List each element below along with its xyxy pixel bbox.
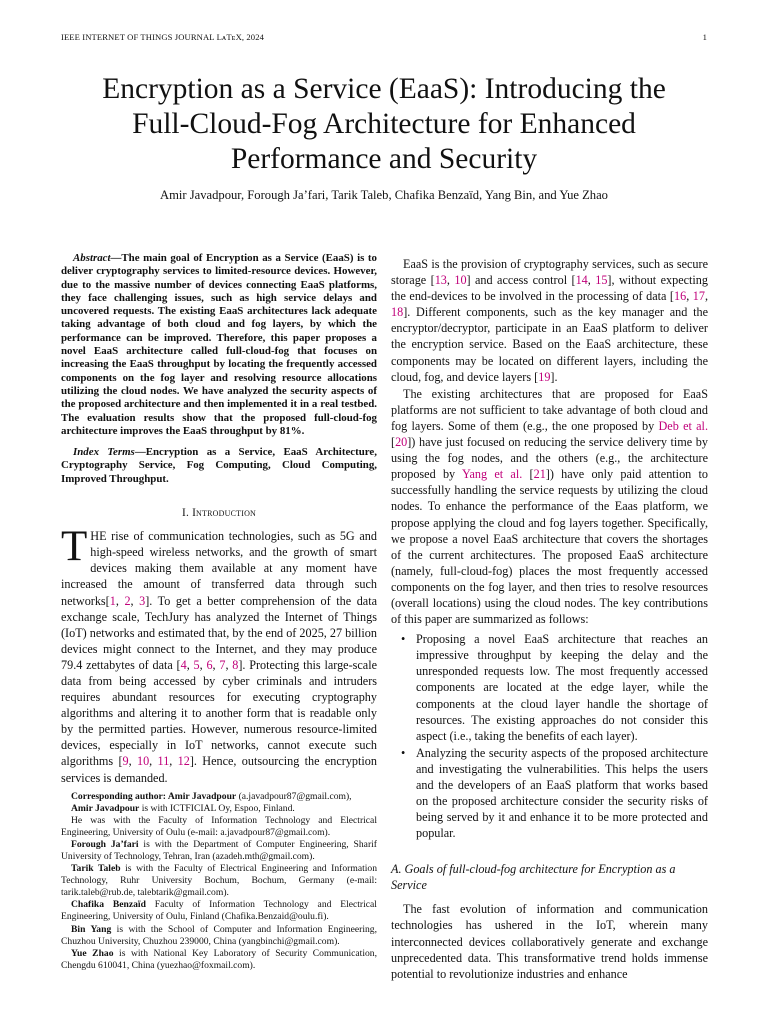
footnote: Chafika Benzaïd Faculty of Information Technology and Electrical Engineering, University of Oulu, Finland (Chafika.Benzaid@oulu.fi). — [61, 899, 377, 923]
citation-link[interactable]: 10 — [454, 273, 467, 288]
author-citation-link[interactable]: Deb et al. — [658, 418, 708, 433]
abstract-text: —The main goal of Encryption as a Service (EaaS) is to deliver cryptography services to limited-resource devices. However, due to the massive number of devices connecting EaaS platforms, they face challenging issues, such as high service delays and uncovered requests. The existing EaaS architectures lack adequate taking advantage of both cloud and fog layers, by which the performance can be improved. Therefore, this paper proposes a novel EaaS architecture called full-cloud-fog that focuses on increasing the EaaS throughput by locating the frequently accessed components on the fog layer and resolving resource allocations utilizing the cloud nodes. We have analyzed the security aspects of the proposed architecture and then implemented it in a real testbed. The evaluation results show that the proposed full-cloud-fog architecture improves the EaaS throughput by 81%. — [61, 252, 377, 437]
citation-link[interactable]: 14 — [575, 273, 588, 288]
introduction-paragraph: THE rise of communication technologies, such as 5G and high-speed wireless networks, and the growth of smart devices making them available at any moment have increased the amount of transferred data through such networks[1, 2, 3]. To get a better comprehension of the data exchange scale, TechJury has analyzed the Internet of Things (IoT) networks and estimated that, by the end of 2025, 27 billion devices might connect to the Internet, and they may produce 79.4 zettabytes of data [4, 5, 6, 7, 8]. Protecting this large-scale data from being accessed by cyber criminals and intruders requires abundant resources for executing cryptography algorithms and altering it to another form that is readable only by the permitted parties. However, numerous resource-limited devices, especially in IoT networks, cannot execute such algorithms [9, 10, 11, 12]. Hence, outsourcing the encryption services is demanded. — [61, 523, 377, 785]
citation-link[interactable]: 10 — [136, 754, 150, 769]
paper-title — [40, 72, 728, 177]
citation-link[interactable]: 15 — [595, 273, 608, 288]
right-column — [391, 256, 708, 982]
citation-link[interactable]: 8 — [232, 657, 239, 672]
citation-link[interactable]: 11 — [157, 754, 170, 769]
journal-name: IEEE INTERNET OF THINGS JOURNAL LᴀTᴇX, 2024 — [61, 32, 264, 42]
footnote: Forough Ja’fari is with the Department of Computer Engineering, Sharif University of Technology, Tehran, Iran (azadeh.mth@gmail.com). — [61, 839, 377, 863]
list-item: • Proposing a novel EaaS architecture that reaches an impressive throughput by keeping the delay and the unresponded requests low. The most frequently accessed components are located at the edge layer, while the components at the cloud layer handle the shortage of resources. The existing approaches do not consider this aspect (i.e., taking the benefits of each layer). — [401, 632, 708, 743]
section-heading-introduction: I. Introduction — [181, 507, 257, 520]
contribution-list — [391, 631, 708, 841]
title-line-1: Encryption as a Service (EaaS): Introducing the — [102, 73, 666, 105]
citation-link[interactable]: 1 — [109, 593, 116, 608]
running-header — [61, 32, 707, 42]
citation-link[interactable]: 9 — [122, 754, 129, 769]
index-terms-text: —Encryption as a Service, EaaS Architecture, Cryptography Service, Fog Computing, Cloud Computing, Improved Throughput. — [61, 446, 377, 485]
citation-link[interactable]: 12 — [177, 754, 190, 769]
citation-link[interactable]: 4 — [180, 657, 187, 672]
title-line-2: Full-Cloud-Fog Architecture for Enhanced — [132, 108, 636, 140]
citation-link[interactable]: 3 — [139, 593, 146, 608]
citation-link[interactable]: 5 — [193, 657, 200, 672]
footnote: Corresponding author: Amir Javadpour (a.javadpour87@gmail.com), — [71, 791, 352, 802]
left-column — [61, 252, 377, 786]
bullet-icon: • — [401, 632, 406, 647]
citation-link[interactable]: 6 — [206, 657, 213, 672]
abstract — [61, 252, 377, 438]
index-terms — [61, 446, 377, 486]
author-citation-link[interactable]: Yang et al. — [461, 467, 523, 482]
drop-cap: T — [61, 523, 88, 571]
citation-link[interactable]: 21 — [533, 467, 546, 482]
author-list: Amir Javadpour, Forough Ja’fari, Tarik Taleb, Chafika Benzaïd, Yang Bin, and Yue Zhao — [160, 188, 608, 202]
body-paragraph: EaaS is the provision of cryptography services, such as secure storage [13, 10] and access control [14, 15], without expecting the end-devices to be involved in the processing of data [16, 17, 18]. Different components, such as the key manager and the encryptor/decryptor, participate in an EaaS platform to deliver the encryption service. Based on the EaaS architecture, these components may be located on different layers, including the cloud, fog, and device layers [19]. — [391, 257, 708, 384]
subsection-heading: A. Goals of full-cloud-fog architecture for Encryption as a Service — [391, 862, 676, 893]
index-terms-label: Index Terms — [73, 446, 135, 459]
body-paragraph: The fast evolution of information and communication technologies has ushered in the IoT, wherein many interconnected devices collaboratively generate and exchange unprecedented data. This transformative trend holds immense potential to revolutionize industries and enhance — [391, 902, 708, 981]
citation-link[interactable]: 20 — [395, 435, 408, 450]
citation-link[interactable]: 16 — [674, 289, 687, 304]
citation-link[interactable]: 17 — [692, 289, 705, 304]
citation-link[interactable]: 18 — [391, 305, 404, 320]
page-number: 1 — [702, 32, 707, 42]
citation-link[interactable]: 13 — [434, 273, 447, 288]
footnote: He was with the Faculty of Information Technology and Electrical Engineering, University of Oulu (e-mail: a.javadpour87@gmail.com). — [61, 815, 377, 839]
citation-link[interactable]: 19 — [538, 369, 551, 384]
footnote: Bin Yang is with the School of Computer and Information Engineering, Chuzhou University, Chuzhou 239000, China (yangbinchi@gmail.com). — [61, 923, 377, 947]
citation-link[interactable]: 7 — [219, 657, 226, 672]
list-item: • Analyzing the security aspects of the proposed architecture and investigating the vulnerabilities. This helps the users and the developers of an EaaS platform that works based on the proposed architecture consider the security risks of being served by it and enhance it to be more protected and popular. — [401, 745, 708, 841]
footnote: Yue Zhao is with National Key Laboratory of Security Communication, Chengdu 610041, China (yuezhao@foxmail.com). — [61, 947, 377, 971]
abstract-label: Abstract — [73, 252, 111, 264]
title-line-3: Performance and Security — [230, 143, 538, 175]
citation-link[interactable]: 2 — [124, 593, 131, 608]
author-footnotes — [61, 791, 377, 972]
body-paragraph: The existing architectures that are proposed for EaaS platforms are not sufficient to take advantage of both cloud and fog layers. Some of them (e.g., the one proposed by Deb et al. [20]) have just focused on reducing the service delivery time by using the fog nodes, and the others (e.g., the architecture proposed by Yang et al. [21]) have only paid attention to successfully handling the service requests by utilizing the cloud nodes. To enhance the performance of the Eaas platform, we propose applying the cloud and fog layers together. Specifically, we propose a novel EaaS architecture that covers the shortages of the current architectures. The proposed EaaS architecture (namely, full-cloud-fog) places the most frequently accessed components on the fog layer, and then tries to resolve resources (overall locations) using the cloud nodes. The key contributions of this paper are summarized as follows: — [391, 386, 708, 627]
footnote: Tarik Taleb is with the Faculty of Electrical Engineering and Information Technology, Ruhr University Bochum, Bochum, Germany (e-mail: tarik.taleb@rub.de, talebtarik@gmail.com). — [61, 863, 378, 899]
bullet-icon: • — [401, 745, 406, 760]
footnote: Amir Javadpour is with ICTFICIAL Oy, Espoo, Finland. — [71, 803, 295, 815]
